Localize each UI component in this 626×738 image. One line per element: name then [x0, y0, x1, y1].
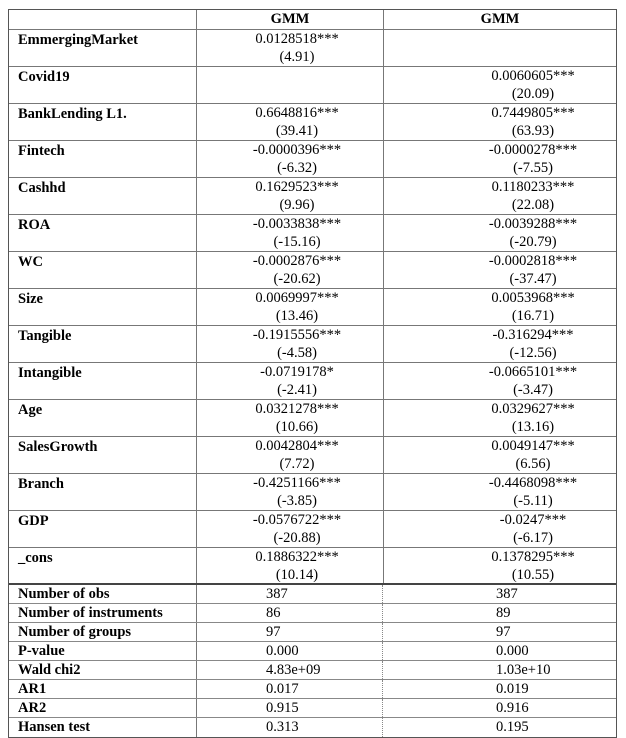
- variable-name: Covid19: [9, 67, 197, 103]
- table-row: [9, 104, 616, 141]
- model1-stat-value: 0.915: [197, 699, 383, 717]
- variable-name: GDP: [9, 511, 197, 547]
- model1-cell: [197, 289, 384, 325]
- model1-tstat: (39.41): [275, 123, 319, 139]
- model1-stat-value: 387: [197, 585, 383, 603]
- variable-name: Size: [9, 289, 197, 325]
- model2-coefficient: -0.0039288***: [488, 216, 578, 232]
- stat-row: [9, 680, 616, 699]
- model2-tstat: (-5.11): [513, 493, 553, 509]
- model1-cell: [197, 400, 384, 436]
- model1-coefficient: -0.0000396***: [252, 142, 342, 158]
- stat-name: Number of instruments: [9, 604, 197, 622]
- model1-cell: [197, 215, 384, 251]
- table-row: [9, 511, 616, 548]
- model1-cell: [197, 511, 384, 547]
- model1-coefficient: -0.0719178*: [260, 364, 334, 380]
- model2-cell: [384, 363, 616, 399]
- model2-stat-value: 0.000: [496, 643, 529, 659]
- stat-name: AR2: [9, 699, 197, 717]
- model2-coefficient: 0.0049147***: [491, 438, 575, 454]
- model1-cell: [197, 104, 384, 140]
- table-header-row: [9, 10, 616, 30]
- variable-name: Age: [9, 400, 197, 436]
- model1-stat-value: 86: [197, 604, 383, 622]
- model1-tstat: (9.96): [279, 197, 315, 213]
- table-row: [9, 141, 616, 178]
- table-row: [9, 30, 616, 67]
- stat-row: [9, 604, 616, 623]
- model1-tstat: (10.66): [275, 419, 319, 435]
- model1-coefficient: 0.0321278***: [255, 401, 339, 417]
- regression-table: [8, 9, 617, 738]
- statistics-rows: [9, 585, 616, 737]
- model2-tstat: (-37.47): [509, 271, 557, 287]
- table-row: [9, 437, 616, 474]
- model2-stat-value: 0.916: [496, 700, 529, 716]
- model2-cell: [384, 104, 616, 140]
- stat-row: [9, 661, 616, 680]
- stat-name: P-value: [9, 642, 197, 660]
- stat-row: [9, 623, 616, 642]
- model1-tstat: (-3.85): [277, 493, 317, 509]
- table-row: [9, 252, 616, 289]
- table-row: [9, 67, 616, 104]
- model2-coefficient: 0.0053968***: [491, 290, 575, 306]
- model1-cell: [197, 326, 384, 362]
- model2-cell: [384, 289, 616, 325]
- model2-cell: [384, 30, 616, 66]
- model2-coefficient: -0.0665101***: [488, 364, 578, 380]
- model2-coefficient: [384, 30, 616, 31]
- model1-coefficient: 0.1886322***: [255, 549, 339, 565]
- model1-stat-value: 0.000: [197, 642, 383, 660]
- model2-cell: [384, 437, 616, 473]
- model2-coefficient: -0.0002818***: [488, 253, 578, 269]
- model1-cell: [197, 363, 384, 399]
- model2-tstat: (63.93): [511, 123, 555, 139]
- model1-stat-value: 0.313: [197, 718, 383, 737]
- model2-cell: [384, 474, 616, 510]
- variable-name: SalesGrowth: [9, 437, 197, 473]
- model1-tstat: (-6.32): [277, 160, 317, 176]
- table-row: [9, 474, 616, 511]
- model1-coefficient: -0.0033838***: [252, 216, 342, 232]
- model2-tstat: (20.09): [511, 86, 555, 102]
- model2-tstat: (10.55): [511, 567, 555, 583]
- variable-name: EmmergingMarket: [9, 30, 197, 66]
- stat-row: [9, 642, 616, 661]
- model1-tstat: (-15.16): [273, 234, 321, 250]
- stat-name: Number of groups: [9, 623, 197, 641]
- model2-stat-value: 89: [496, 605, 511, 621]
- model2-cell: [384, 215, 616, 251]
- stat-name: Wald chi2: [9, 661, 197, 679]
- model2-tstat: (-20.79): [509, 234, 557, 250]
- model1-cell: [197, 437, 384, 473]
- table-row: [9, 400, 616, 437]
- table-row: [9, 548, 616, 585]
- model2-cell: [384, 400, 616, 436]
- model2-coefficient: 0.1378295***: [491, 549, 575, 565]
- model2-cell: [384, 326, 616, 362]
- model2-tstat: (16.71): [511, 308, 555, 324]
- model2-coefficient: -0.0000278***: [488, 142, 578, 158]
- model2-tstat: (22.08): [511, 197, 555, 213]
- model2-coefficient: 0.0329627***: [491, 401, 575, 417]
- model1-coefficient: 0.6648816***: [255, 105, 339, 121]
- model2-tstat: (-3.47): [513, 382, 553, 398]
- stat-name: Number of obs: [9, 585, 197, 603]
- model2-coefficient: 0.0060605***: [491, 68, 575, 84]
- model1-tstat: (-20.62): [273, 271, 321, 287]
- model2-cell: [384, 548, 616, 583]
- model1-stat-value: 0.017: [197, 680, 383, 698]
- variable-name: Tangible: [9, 326, 197, 362]
- model2-coefficient: -0.316294***: [492, 327, 574, 343]
- variable-name: BankLending L1.: [9, 104, 197, 140]
- table-row: [9, 363, 616, 400]
- model1-coefficient: 0.0042804***: [255, 438, 339, 454]
- model2-tstat: (13.16): [511, 419, 555, 435]
- model1-cell: [197, 178, 384, 214]
- header-model1-cell: GMM: [197, 10, 384, 29]
- model1-cell: [197, 548, 384, 583]
- model1-stat-value: 97: [197, 623, 383, 641]
- model2-stat-value: 387: [496, 586, 518, 602]
- model1-coefficient: -0.0002876***: [252, 253, 342, 269]
- model1-tstat: (-2.41): [277, 382, 317, 398]
- stat-row: [9, 718, 616, 737]
- model1-tstat: (4.91): [279, 49, 315, 65]
- model1-coefficient: 0.1629523***: [255, 179, 339, 195]
- model1-cell: [197, 141, 384, 177]
- variable-name: Branch: [9, 474, 197, 510]
- stat-row: [9, 585, 616, 604]
- model1-tstat: (13.46): [275, 308, 319, 324]
- model2-stat-value: 0.019: [496, 681, 529, 697]
- variable-name: Intangible: [9, 363, 197, 399]
- model2-cell: [384, 252, 616, 288]
- coefficient-rows: [9, 30, 616, 585]
- model1-tstat: (-20.88): [273, 530, 321, 546]
- model1-coefficient: 0.0128518***: [255, 31, 339, 47]
- variable-name: Fintech: [9, 141, 197, 177]
- model1-tstat: (7.72): [279, 456, 315, 472]
- model2-cell: [384, 141, 616, 177]
- model2-cell: [384, 67, 616, 103]
- model2-tstat: (-7.55): [513, 160, 553, 176]
- stat-name: AR1: [9, 680, 197, 698]
- model1-stat-value: 4.83e+09: [197, 661, 383, 679]
- model1-coefficient: -0.4251166***: [253, 475, 341, 491]
- variable-name: ROA: [9, 215, 197, 251]
- table-row: [9, 289, 616, 326]
- header-model2-cell: GMM: [480, 11, 520, 27]
- variable-name: WC: [9, 252, 197, 288]
- model1-coefficient: -0.1915556***: [252, 327, 342, 343]
- model1-cell: [197, 67, 384, 103]
- model2-coefficient: 0.7449805***: [491, 105, 575, 121]
- model1-coefficient: -0.0576722***: [252, 512, 342, 528]
- model1-cell: [197, 252, 384, 288]
- model2-coefficient: -0.4468098***: [488, 475, 578, 491]
- table-row: [9, 215, 616, 252]
- model2-stat-value: 0.195: [496, 719, 529, 735]
- variable-name: _cons: [9, 548, 197, 583]
- table-row: [9, 178, 616, 215]
- header-variable-cell: [9, 10, 197, 29]
- model2-cell: [384, 511, 616, 547]
- model1-cell: [197, 474, 384, 510]
- model2-coefficient: 0.1180233***: [491, 179, 575, 195]
- model2-tstat: (6.56): [515, 456, 551, 472]
- model2-coefficient: -0.0247***: [499, 512, 567, 528]
- model1-coefficient: [197, 67, 383, 68]
- model1-tstat: (10.14): [275, 567, 319, 583]
- model1-coefficient: 0.0069997***: [255, 290, 339, 306]
- stat-row: [9, 699, 616, 718]
- model1-tstat: (-4.58): [277, 345, 317, 361]
- model2-stat-value: 97: [496, 624, 511, 640]
- model2-tstat: (-12.56): [509, 345, 557, 361]
- variable-name: Cashhd: [9, 178, 197, 214]
- table-row: [9, 326, 616, 363]
- model2-stat-value: 1.03e+10: [496, 662, 551, 678]
- model2-tstat: (-6.17): [513, 530, 553, 546]
- model2-cell: [384, 178, 616, 214]
- stat-name: Hansen test: [9, 718, 197, 737]
- model1-cell: [197, 30, 384, 66]
